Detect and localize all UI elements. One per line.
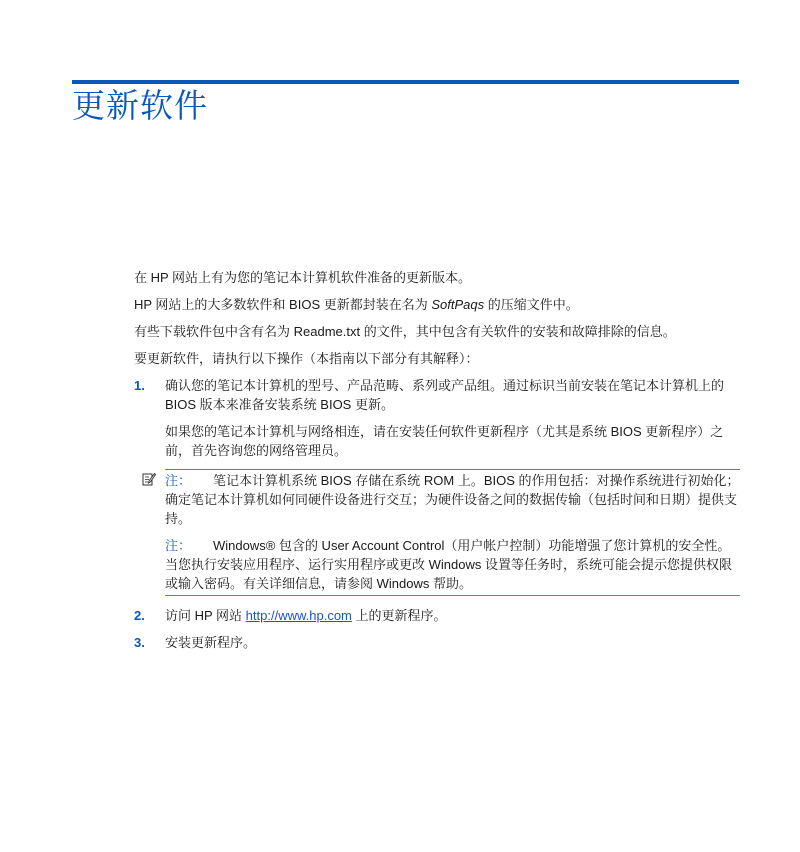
softpaq-term: SoftPaqs: [431, 297, 485, 312]
softpaq-text-after: 的压缩文件中。: [484, 297, 579, 312]
intro-paragraph-1: 在 HP 网站上有为您的笔记本计算机软件准备的更新版本。: [134, 270, 472, 285]
hp-website-link[interactable]: http://www.hp.com: [245, 608, 352, 623]
step-number: 3.: [134, 635, 145, 650]
step-number: 2.: [134, 608, 145, 623]
note-box: [165, 469, 740, 596]
step-subparagraph: 如果您的笔记本计算机与网络相连，请在安装任何软件更新程序（尤其是系统 BIOS 更新程序）之前，首先咨询您的网络管理员。: [165, 424, 724, 458]
note-2: [165, 536, 740, 593]
step-text-before: 访问 HP 网站: [165, 608, 246, 623]
step-2: [134, 606, 740, 625]
step-1: [134, 376, 740, 460]
note-1: [165, 471, 740, 528]
step-text-after: 上的更新程序。: [351, 608, 447, 623]
step-text: 安装更新程序。: [165, 635, 257, 650]
note-label: 注：: [165, 538, 192, 553]
page-title: 更新软件: [72, 87, 208, 124]
step-text: [165, 606, 740, 625]
intro-paragraph-2: 有些下载软件包中含有名为 Readme.txt 的文件，其中包含有关软件的安装和故障排除的信息。: [134, 324, 676, 339]
note-text: 笔记本计算机系统 BIOS 存储在系统 ROM 上。BIOS 的作用包括：对操作系统进行初始化；确定笔记本计算机如何同硬件设备进行交互；为硬件设备之间的数据传输（包括时间和日期）提供支持。: [165, 473, 740, 526]
note-text: Windows® 包含的 User Account Control（用户帐户控制）功能增强了您计算机的安全性。当您执行安装应用程序、运行实用程序或更改 Windows 设置等任务时，系统可能会提示您提供权限或输入密码。有关详细信息，请参阅 Windows 帮助。: [165, 538, 732, 591]
step-text: 确认您的笔记本计算机的型号、产品范畴、系列或产品组。通过标识当前安装在笔记本计算机上的 BIOS 版本来准备安装系统 BIOS 更新。: [165, 378, 725, 412]
softpaq-text-before: HP 网站上的大多数软件和 BIOS 更新都封装在名为: [134, 297, 432, 312]
document-body: [134, 268, 740, 660]
step-3: [134, 633, 740, 652]
intro-paragraph-3: 要更新软件，请执行以下操作（本指南以下部分有其解释）：: [134, 351, 479, 366]
step-number: 1.: [134, 378, 145, 393]
note-pencil-icon: [142, 472, 156, 486]
note-label: 注：: [165, 473, 192, 488]
softpaq-paragraph: [134, 295, 740, 314]
